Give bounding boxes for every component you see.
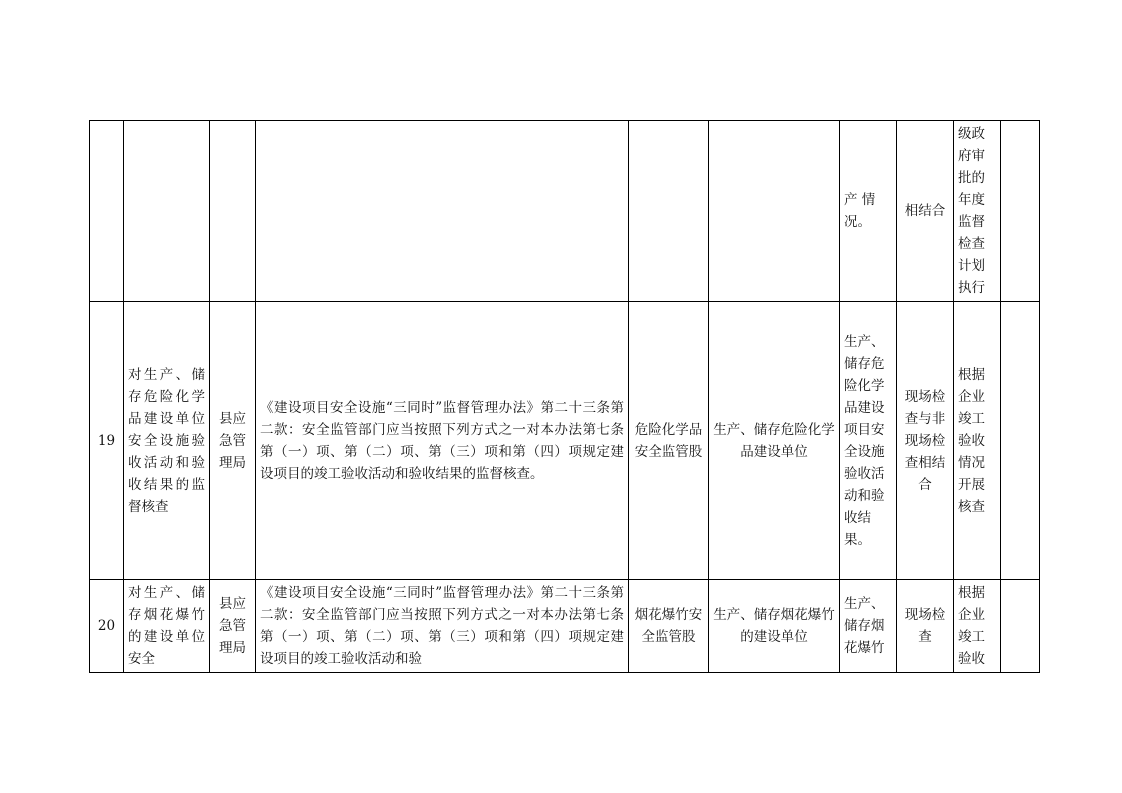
check-method-text: 相结合 <box>904 203 946 219</box>
check-method <box>897 302 954 580</box>
legal-basis <box>256 580 629 673</box>
department <box>210 580 256 673</box>
check-target-text: 生产、储存烟花爆竹的建设单位 <box>713 607 835 645</box>
check-requirement <box>954 121 1001 302</box>
check-method-text: 现场检查 <box>904 607 946 645</box>
check-requirement-text: 级政府审批的年度监督检查计划执行 <box>958 126 985 296</box>
check-content-text: 产 情况。 <box>844 192 876 230</box>
check-item-text: 对生产、储存烟花爆竹的建设单位安全 <box>128 585 205 667</box>
check-item <box>124 580 210 673</box>
department <box>210 121 256 302</box>
check-method <box>897 580 954 673</box>
supervision-table <box>89 120 1040 673</box>
table-row <box>90 121 1040 302</box>
table-row <box>90 580 1040 673</box>
responsible-unit-text: 危险化学品安全监管股 <box>634 421 703 460</box>
note <box>1001 302 1040 580</box>
legal-basis-text: 《建设项目安全设施“三同时”监督管理办法》第二十三条第二款：安全监管部门应当按照下列方式之一对本办法第七条第（一）项、第（二）项、第（三）项和第（四）项规定建设项目的竣工验收活动和验 <box>260 585 624 667</box>
check-target <box>709 121 840 302</box>
check-target-text: 生产、储存危险化学品建设单位 <box>713 421 835 460</box>
check-target <box>709 580 840 673</box>
check-target <box>709 302 840 580</box>
check-content <box>840 580 897 673</box>
check-method-text: 现场检查与非现场检查相结合 <box>904 388 946 493</box>
table-row <box>90 302 1040 580</box>
check-method <box>897 121 954 302</box>
check-content-text: 生产、储存烟花爆竹 <box>844 596 885 656</box>
check-content-text: 生产、储存危险化学品建设项目安全设施验收活动和验收结果。 <box>844 333 885 548</box>
legal-basis-text: 《建设项目安全设施“三同时”监督管理办法》第二十三条第二款：安全监管部门应当按照下列方式之一对本办法第七条第（一）项、第（二）项、第（三）项和第（四）项规定建设项目的竣工验收活动和验收结果的监督核查。 <box>260 399 624 482</box>
responsible-unit-text: 烟花爆竹安全监管股 <box>634 607 703 645</box>
legal-basis <box>256 121 629 302</box>
note <box>1001 580 1040 673</box>
check-requirement <box>954 302 1001 580</box>
department-text: 县应急管理局 <box>219 410 246 471</box>
legal-basis <box>256 302 629 580</box>
check-requirement-text: 根据企业竣工验收情况开展核查 <box>958 366 985 515</box>
row-number: 19 <box>90 302 124 580</box>
department-text: 县应急管理局 <box>219 596 246 656</box>
check-content <box>840 302 897 580</box>
department <box>210 302 256 580</box>
check-requirement-text: 根据企业竣工验收 <box>958 585 985 667</box>
responsible-unit <box>629 302 709 580</box>
note <box>1001 121 1040 302</box>
check-content <box>840 121 897 302</box>
check-item <box>124 121 210 302</box>
check-requirement <box>954 580 1001 673</box>
responsible-unit <box>629 580 709 673</box>
row-number: 20 <box>90 580 124 673</box>
responsible-unit <box>629 121 709 302</box>
check-item-text: 对生产、储存危险化学品建设单位安全设施验收活动和验收结果的监督核查 <box>128 366 205 515</box>
row-number <box>90 121 124 302</box>
check-item <box>124 302 210 580</box>
